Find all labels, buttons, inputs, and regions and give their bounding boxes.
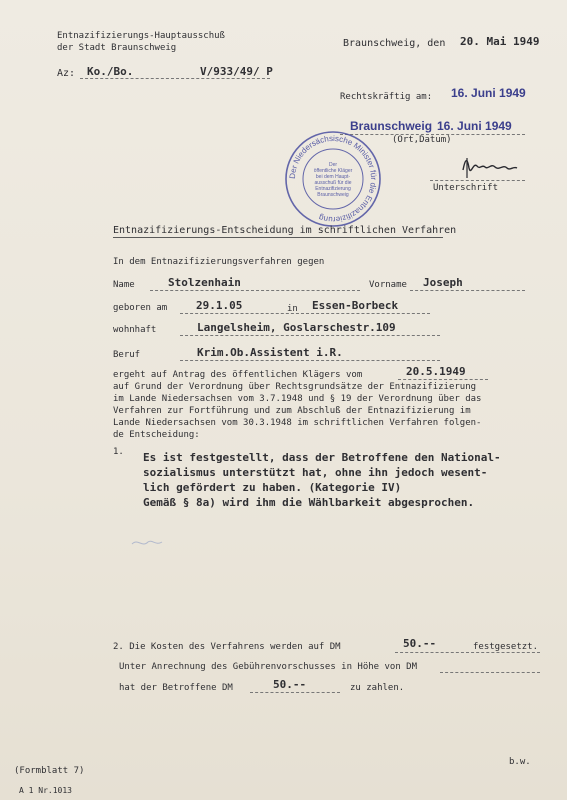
reference-label: Az: xyxy=(57,68,76,79)
decision-line-6: de Entscheidung: xyxy=(113,430,200,440)
amount-2-underline xyxy=(250,692,340,693)
legal-force-date-stamp: 16. Juni 1949 xyxy=(451,86,526,100)
firstname-value: Joseph xyxy=(423,276,463,289)
svg-text:bei dem Haupt-: bei dem Haupt- xyxy=(315,174,351,180)
birthplace-label: in xyxy=(287,304,298,314)
document-title: Entnazifizierungs-Entscheidung im schriftlichen Verfahren xyxy=(113,225,457,236)
form-label: (Formblatt 7) xyxy=(14,766,85,776)
occupation-value: Krim.Ob.Assistent i.R. xyxy=(197,346,343,359)
name-underline xyxy=(150,290,360,291)
point-1-line-2: sozialismus unterstützt hat, ohne ihn jedoch wesent- xyxy=(143,466,488,479)
svg-text:ausschuß für die: ausschuß für die xyxy=(314,180,352,186)
point-2-line-3: hat der Betroffene DM xyxy=(119,683,233,693)
official-seal xyxy=(284,130,382,228)
residence-label: wohnhaft xyxy=(113,325,157,335)
decision-date: 20.5.1949 xyxy=(406,365,466,378)
initials-bw: b.w. xyxy=(509,757,531,767)
svg-text:Braunschweig: Braunschweig xyxy=(317,192,349,198)
point-1-line-4: Gemäß § 8a) wird ihm die Wählbarkeit abgesprochen. xyxy=(143,496,475,509)
seal-ring-text: Der Niedersächsische Minister für die Entnazifizierung xyxy=(287,133,379,225)
svg-text:öffentliche Kläger: öffentliche Kläger xyxy=(313,168,353,174)
residence-value: Langelsheim, Goslarschestr.109 xyxy=(197,321,396,334)
born-underline xyxy=(180,313,430,314)
occupation-label: Beruf xyxy=(113,350,141,360)
point-2-line-1: 2. Die Kosten des Verfahrens werden auf DM xyxy=(113,642,341,652)
signature-underline xyxy=(430,180,525,181)
place-date-value: 20. Mai 1949 xyxy=(460,35,540,48)
decision-line-1: ergeht auf Antrag des öffentlichen Klägers vom xyxy=(113,370,363,380)
place-date-stamp: 16. Juni 1949 xyxy=(437,119,512,133)
point-1-number: 1. xyxy=(113,447,124,457)
pencil-scribble xyxy=(128,530,178,555)
firstname-label: Vorname xyxy=(369,280,407,290)
signature-caption: Unterschrift xyxy=(433,183,499,193)
reference-department: Ko./Bo. xyxy=(87,65,134,78)
decision-date-underline xyxy=(398,379,488,380)
point-2-line-3-suffix: zu zahlen. xyxy=(350,683,405,693)
occupation-underline xyxy=(180,360,440,361)
intro-text: In dem Entnazifizierungsverfahren gegen xyxy=(113,257,325,267)
point-1-line-3: lich gefördert zu haben. (Kategorie IV) xyxy=(143,481,402,494)
born-value: 29.1.05 xyxy=(196,299,243,312)
place-date-caption: (Ort,Datum) xyxy=(392,135,452,145)
name-value: Stolzenhain xyxy=(168,276,241,289)
decision-line-4: Verfahren zur Fortführung und zum Abschluß der Entnazifizierung im xyxy=(113,406,471,416)
decision-line-3: im Lande Niedersachsen vom 3.7.1948 und § 19 der Verordnung über das xyxy=(113,394,482,404)
print-reference: A 1 Nr.1013 xyxy=(19,786,72,795)
point-2-line-1-suffix: festgesetzt. xyxy=(473,642,539,652)
decision-line-2: auf Grund der Verordnung über Rechtsgrundsätze der Entnazifizierung xyxy=(113,382,477,392)
place-stamp: Braunschweig xyxy=(350,119,433,133)
residence-underline xyxy=(180,335,440,336)
reference-number: V/933/49/ P xyxy=(200,65,273,78)
authority-line-1: Entnazifizierungs-Hauptausschuß xyxy=(57,31,225,41)
born-label: geboren am xyxy=(113,303,168,313)
amount-1-underline xyxy=(395,652,540,653)
reference-underline xyxy=(80,78,270,79)
advance-underline xyxy=(440,672,540,673)
legal-force-label: Rechtskräftig am: xyxy=(340,92,433,102)
svg-text:Entnazifizierung: Entnazifizierung xyxy=(315,186,351,192)
birthplace-value: Essen-Borbeck xyxy=(312,299,399,312)
point-1-line-1: Es ist festgestellt, dass der Betroffene den National- xyxy=(143,451,501,464)
svg-text:Der: Der xyxy=(328,162,338,168)
place-date-prefix: Braunschweig, den xyxy=(343,38,446,49)
point-2-line-2: Unter Anrechnung des Gebührenvorschusses in Höhe von DM xyxy=(119,662,418,672)
decision-line-5: Lande Niedersachsen vom 30.3.1948 im schriftlichen Verfahren folgen- xyxy=(113,418,482,428)
authority-line-2: der Stadt Braunschweig xyxy=(57,43,177,53)
point-2-amount-1: 50.-- xyxy=(403,637,437,650)
firstname-underline xyxy=(410,290,525,291)
name-label: Name xyxy=(113,280,135,290)
point-2-amount-2: 50.-- xyxy=(273,678,307,691)
handwritten-signature xyxy=(455,148,525,188)
title-underline xyxy=(113,237,443,238)
